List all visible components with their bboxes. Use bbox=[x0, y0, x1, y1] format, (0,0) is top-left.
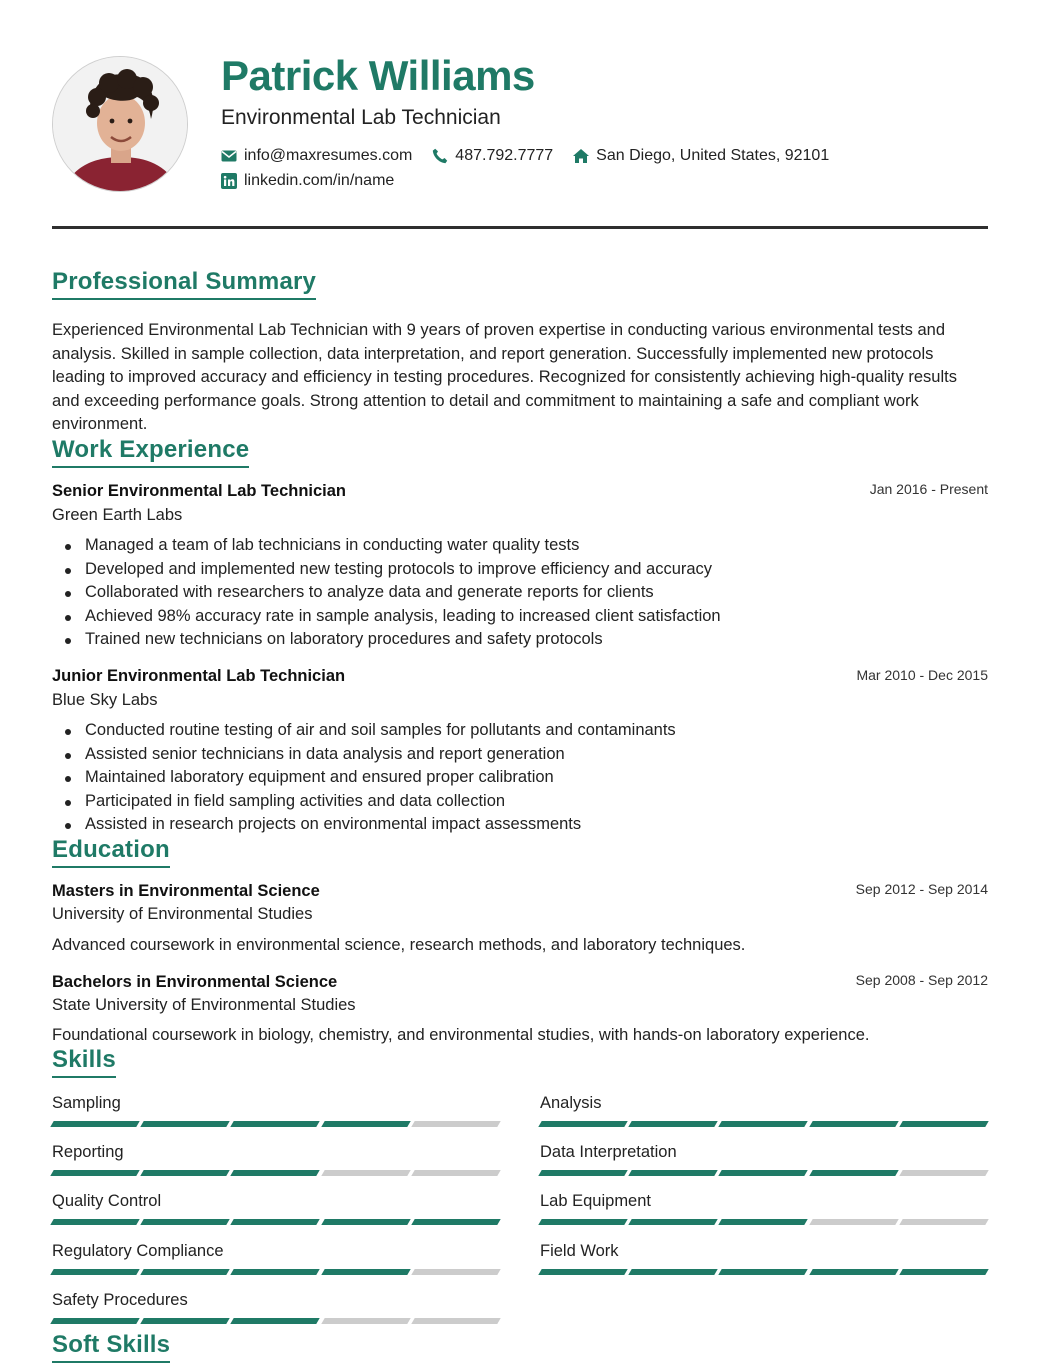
skill-segment-filled bbox=[321, 1269, 411, 1275]
list-item: Collaborated with researchers to analyze data and generate reports for clients bbox=[52, 581, 721, 605]
contact-location bbox=[573, 147, 829, 165]
skill-name: Reporting bbox=[52, 1143, 124, 1161]
skill-name: Field Work bbox=[540, 1242, 619, 1260]
skill-segment-filled bbox=[50, 1121, 140, 1127]
skill-segment-filled bbox=[809, 1269, 899, 1275]
skill-level-bar bbox=[52, 1219, 499, 1225]
home-icon bbox=[573, 148, 589, 164]
skill-level-bar bbox=[540, 1121, 987, 1127]
skill-segment-filled bbox=[50, 1219, 140, 1225]
skill-segment-filled bbox=[231, 1318, 321, 1324]
skill-segment-filled bbox=[899, 1121, 989, 1127]
skill-segment-filled bbox=[809, 1121, 899, 1127]
skill-segment-filled bbox=[140, 1269, 230, 1275]
education-description: Advanced coursework in environmental science, research methods, and laboratory techniques. bbox=[52, 936, 746, 954]
skill-segment-filled bbox=[719, 1121, 809, 1127]
skill-item bbox=[52, 1242, 499, 1275]
header-divider bbox=[52, 226, 988, 229]
skill-segment-empty bbox=[899, 1170, 989, 1176]
school-name: University of Environmental Studies bbox=[52, 905, 313, 923]
skill-name: Quality Control bbox=[52, 1192, 162, 1210]
skill-segment-filled bbox=[538, 1269, 628, 1275]
skill-segment-filled bbox=[628, 1219, 718, 1225]
linkedin-text: linkedin.com/in/name bbox=[244, 172, 395, 189]
skill-item bbox=[52, 1192, 499, 1225]
list-item: Managed a team of lab technicians in conducting water quality tests bbox=[52, 534, 721, 558]
email-text: info@maxresumes.com bbox=[244, 147, 413, 164]
skill-segment-filled bbox=[628, 1121, 718, 1127]
education-heading: Education bbox=[52, 836, 170, 868]
list-item: Conducted routine testing of air and soil samples for pollutants and contaminants bbox=[52, 719, 676, 743]
skill-segment-empty bbox=[809, 1219, 899, 1225]
experience-heading: Work Experience bbox=[52, 436, 249, 468]
skill-item bbox=[540, 1242, 987, 1275]
skill-item bbox=[52, 1143, 499, 1176]
skill-segment-filled bbox=[321, 1121, 411, 1127]
list-item: Achieved 98% accuracy rate in sample analysis, leading to increased client satisfaction bbox=[52, 605, 721, 629]
skill-segment-filled bbox=[411, 1219, 501, 1225]
candidate-title: Environmental Lab Technician bbox=[221, 106, 501, 129]
skill-segment-filled bbox=[719, 1170, 809, 1176]
skills-heading: Skills bbox=[52, 1046, 116, 1078]
skill-segment-filled bbox=[140, 1318, 230, 1324]
skill-name: Sampling bbox=[52, 1094, 121, 1112]
location-text: San Diego, United States, 92101 bbox=[596, 147, 830, 164]
contact-email[interactable] bbox=[221, 147, 412, 165]
list-item: Maintained laboratory equipment and ensured proper calibration bbox=[52, 766, 676, 790]
skill-level-bar bbox=[540, 1269, 987, 1275]
skill-segment-empty bbox=[321, 1170, 411, 1176]
skill-segment-filled bbox=[140, 1121, 230, 1127]
skill-segment-filled bbox=[538, 1170, 628, 1176]
skill-segment-filled bbox=[628, 1269, 718, 1275]
education-description: Foundational coursework in biology, chemistry, and environmental studies, with hands-on laboratory experience. bbox=[52, 1026, 870, 1044]
profile-photo-icon bbox=[53, 57, 188, 192]
job-bullets bbox=[52, 534, 721, 652]
skill-segment-empty bbox=[411, 1170, 501, 1176]
candidate-name: Patrick Williams bbox=[221, 52, 535, 99]
school-name: State University of Environmental Studies bbox=[52, 996, 356, 1014]
skill-item bbox=[540, 1192, 987, 1225]
skill-segment-filled bbox=[321, 1219, 411, 1225]
skill-segment-filled bbox=[140, 1170, 230, 1176]
list-item: Participated in field sampling activities and data collection bbox=[52, 790, 676, 814]
avatar bbox=[52, 56, 188, 192]
skill-segment-empty bbox=[411, 1121, 501, 1127]
degree-title: Bachelors in Environmental Science bbox=[52, 973, 338, 991]
resume-header bbox=[52, 0, 988, 230]
skill-segment-filled bbox=[231, 1219, 321, 1225]
skill-segment-filled bbox=[538, 1121, 628, 1127]
list-item: Developed and implemented new testing protocols to improve efficiency and accuracy bbox=[52, 558, 721, 582]
skill-segment-filled bbox=[809, 1170, 899, 1176]
skill-segment-empty bbox=[411, 1318, 501, 1324]
skill-level-bar bbox=[540, 1219, 987, 1225]
phone-text: 487.792.7777 bbox=[455, 147, 554, 164]
skill-segment-filled bbox=[231, 1170, 321, 1176]
skill-level-bar bbox=[52, 1318, 499, 1324]
skill-item bbox=[540, 1094, 987, 1127]
skill-level-bar bbox=[52, 1170, 499, 1176]
soft-skills-heading: Soft Skills bbox=[52, 1331, 170, 1363]
contact-info bbox=[221, 145, 849, 195]
job-company: Green Earth Labs bbox=[52, 506, 183, 524]
list-item: Assisted in research projects on environmental impact assessments bbox=[52, 813, 676, 837]
list-item: Trained new technicians on laboratory procedures and safety protocols bbox=[52, 628, 721, 652]
skill-segment-filled bbox=[538, 1219, 628, 1225]
skill-item bbox=[52, 1094, 499, 1127]
contact-linkedin[interactable] bbox=[221, 172, 394, 190]
skill-segment-filled bbox=[231, 1269, 321, 1275]
job-bullets bbox=[52, 719, 676, 837]
skill-name: Lab Equipment bbox=[540, 1192, 651, 1210]
job-date: Jan 2016 - Present bbox=[869, 481, 988, 497]
summary-heading: Professional Summary bbox=[52, 268, 316, 300]
skill-segment-empty bbox=[321, 1318, 411, 1324]
job-company: Blue Sky Labs bbox=[52, 691, 158, 709]
phone-icon bbox=[432, 148, 448, 164]
skill-level-bar bbox=[540, 1170, 987, 1176]
job-title: Junior Environmental Lab Technician bbox=[52, 667, 346, 685]
skill-name: Safety Procedures bbox=[52, 1291, 188, 1309]
list-item: Assisted senior technicians in data analysis and report generation bbox=[52, 743, 676, 767]
skill-segment-filled bbox=[231, 1121, 321, 1127]
summary-text: Experienced Environmental Lab Technician with 9 years of proven expertise in conducting various environmental tests and analysis. Skilled in sample collection, data interpretation, and report generation. Successfully implemented new protocols leading to improved accuracy and efficiency in testing procedures. Recognized for consistently achieving high-quality results and exceeding performance goals. Strong attention to detail and commitment to maintaining a safe and compliant work environment. bbox=[52, 321, 957, 433]
skill-segment-filled bbox=[50, 1318, 140, 1324]
linkedin-icon bbox=[221, 173, 237, 189]
education-date: Sep 2012 - Sep 2014 bbox=[855, 881, 988, 897]
skill-name: Regulatory Compliance bbox=[52, 1242, 224, 1260]
envelope-icon bbox=[221, 148, 237, 164]
skill-segment-empty bbox=[899, 1219, 989, 1225]
skill-segment-filled bbox=[719, 1269, 809, 1275]
skill-segment-filled bbox=[719, 1219, 809, 1225]
skill-segment-filled bbox=[50, 1269, 140, 1275]
job-title: Senior Environmental Lab Technician bbox=[52, 482, 347, 500]
job-date: Mar 2010 - Dec 2015 bbox=[856, 667, 988, 683]
skill-segment-filled bbox=[50, 1170, 140, 1176]
education-date: Sep 2008 - Sep 2012 bbox=[855, 972, 988, 988]
degree-title: Masters in Environmental Science bbox=[52, 882, 320, 900]
skill-segment-filled bbox=[899, 1269, 989, 1275]
skill-level-bar bbox=[52, 1121, 499, 1127]
skill-name: Analysis bbox=[540, 1094, 602, 1112]
skill-segment-filled bbox=[140, 1219, 230, 1225]
skill-level-bar bbox=[52, 1269, 499, 1275]
skill-item bbox=[52, 1291, 499, 1324]
skill-item bbox=[540, 1143, 987, 1176]
resume-page bbox=[52, 0, 988, 1358]
contact-phone[interactable] bbox=[432, 147, 553, 165]
skill-segment-empty bbox=[411, 1269, 501, 1275]
skill-segment-filled bbox=[628, 1170, 718, 1176]
skill-name: Data Interpretation bbox=[540, 1143, 677, 1161]
